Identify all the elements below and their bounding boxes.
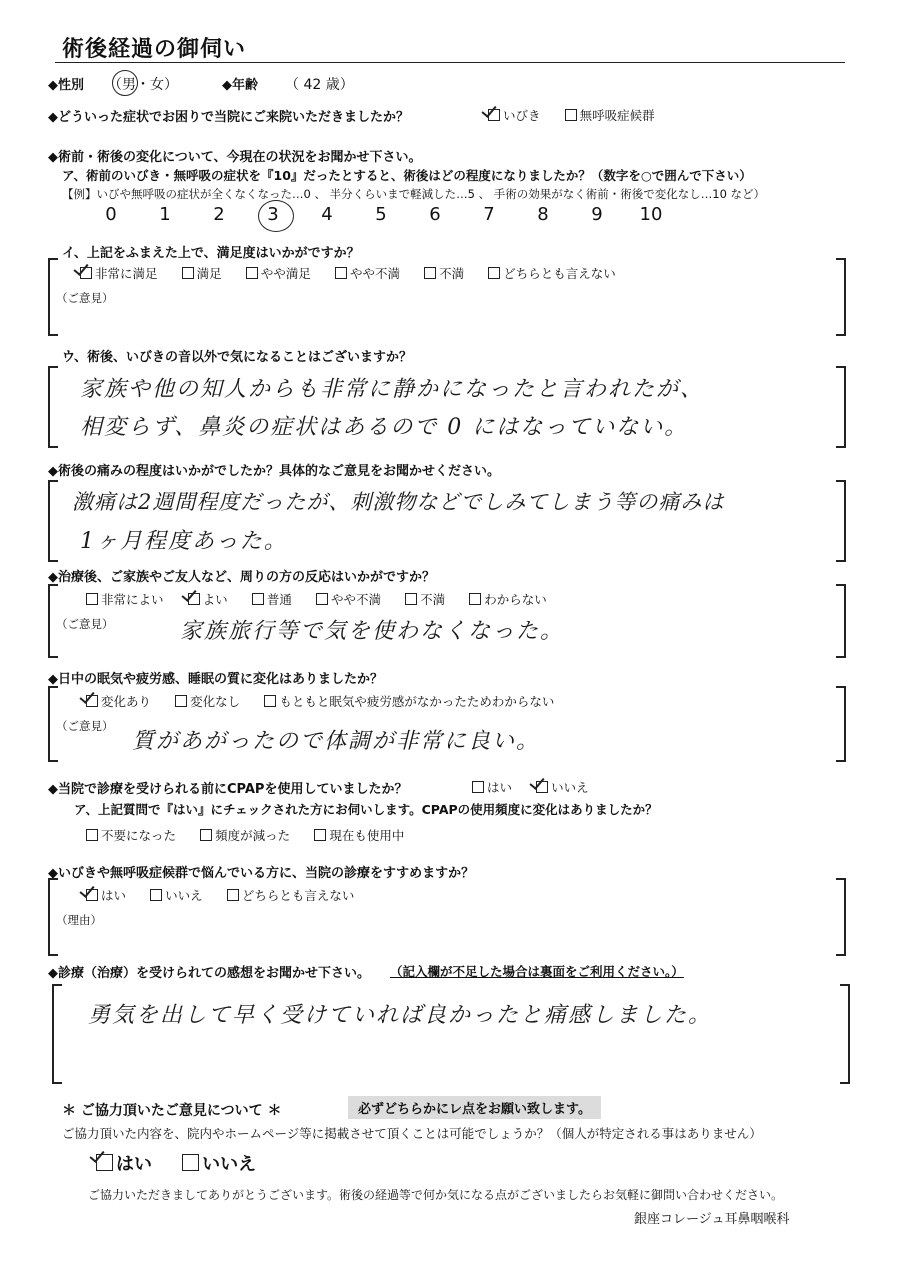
impression-bracket-right — [840, 984, 850, 1084]
scale-2[interactable]: 2 — [213, 204, 225, 225]
pain-answer-line1[interactable]: 激痛は2週間程度だったが、刺激物などでしみてしまう等の痛みは — [72, 490, 725, 514]
consent-question: ご協力頂いた内容を、院内やホームページ等に掲載させて頂くことは可能でしょうか？（個人が特定される事はありません） — [62, 1126, 762, 1141]
reaction-option-dissatisfied[interactable]: 不満 — [405, 590, 445, 608]
daytime-options — [86, 692, 574, 710]
daytime-answer[interactable]: 質があがったので体調が非常に良い。 — [132, 729, 541, 754]
reaction-option-very-good[interactable]: 非常によい — [86, 590, 164, 608]
checkbox-icon — [80, 267, 92, 279]
reaction-option-normal[interactable]: 普通 — [252, 590, 292, 608]
cpap-option-reduced[interactable]: 頻度が減った — [200, 826, 290, 844]
checkbox-icon — [182, 1154, 199, 1171]
checkbox-icon — [405, 593, 417, 605]
checkbox-icon — [182, 267, 194, 279]
scale-10[interactable]: 10 — [639, 204, 663, 225]
checkbox-icon — [150, 889, 162, 901]
daytime-option-unchanged[interactable]: 変化なし — [175, 692, 240, 710]
pain-bracket-left — [48, 480, 58, 562]
recommend-option-yes[interactable]: はい — [86, 886, 126, 904]
checkbox-icon — [86, 593, 98, 605]
consent-options — [96, 1150, 282, 1176]
scale-6[interactable]: 6 — [429, 204, 441, 225]
daytime-opinion-label: （ご意見） — [56, 719, 114, 733]
age-label: ◆年齢 — [222, 78, 258, 93]
checkbox-icon — [488, 109, 500, 121]
satisfaction-bracket-right — [836, 258, 846, 336]
cpap-frequency-options — [86, 826, 424, 844]
footer-clinic: 銀座コレージュ耳鼻咽喉科 — [634, 1212, 790, 1227]
symptom-snoring-checkbox[interactable]: いびき — [488, 106, 541, 124]
checkbox-icon — [469, 593, 481, 605]
checkbox-icon — [188, 593, 200, 605]
reaction-options — [86, 590, 567, 608]
checkbox-icon — [314, 829, 326, 841]
checkbox-icon — [536, 781, 548, 793]
satisfaction-option-dissatisfied[interactable]: 不満 — [424, 264, 464, 282]
cpap-sub-question: ア、上記質問で『はい』にチェックされた方にお伺いします。CPAPの使用頻度に変化はありましたか？ — [74, 802, 658, 817]
age-value[interactable]: （ 42 歳） — [285, 77, 354, 93]
cpap-option-yes[interactable]: はい — [472, 778, 512, 796]
checkbox-icon — [86, 889, 98, 901]
scale-7[interactable]: 7 — [483, 204, 495, 225]
checkbox-icon — [246, 267, 258, 279]
page-title: 術後経過の御伺い — [62, 37, 247, 62]
change-example: 【例】いびや無呼吸の症状が全くなくなった…0 、 半分くらいまで軽減した…5 、 手術の効果がなく術前・術後で変化なし…10 など） — [62, 187, 766, 201]
satisfaction-options — [80, 264, 636, 282]
checkbox-icon — [424, 267, 436, 279]
checkbox-icon — [472, 781, 484, 793]
other-concerns-answer-line2[interactable]: 相変らず、鼻炎の症状はあるので 0 にはなっていない。 — [80, 415, 689, 440]
impression-bracket-left — [52, 984, 62, 1084]
cpap-options — [472, 778, 609, 796]
change-question: ◆術前・術後の変化について、今現在の状況をお聞かせ下さい。 — [48, 150, 422, 165]
consent-heading: ＊ ご協力頂いたご意見について ＊ — [62, 1103, 282, 1119]
daytime-question: ◆日中の眠気や疲労感、睡眠の質に変化はありましたか？ — [48, 672, 383, 687]
other-concerns-answer-line1[interactable]: 家族や他の知人からも非常に静かになったと言われたが、 — [80, 377, 705, 402]
daytime-bracket-right — [836, 686, 846, 762]
checkbox-icon — [96, 1154, 113, 1171]
reaction-answer[interactable]: 家族旅行等で気を使わなくなった。 — [180, 619, 565, 644]
reaction-option-good[interactable]: よい — [188, 590, 228, 608]
checkbox-icon — [335, 267, 347, 279]
pain-bracket-right — [836, 480, 846, 562]
satisfaction-option-satisfied[interactable]: 満足 — [182, 264, 222, 282]
scale-8[interactable]: 8 — [537, 204, 549, 225]
sex-male-circle — [112, 70, 138, 96]
pain-answer-line2[interactable]: 1ヶ月程度あった。 — [80, 529, 288, 554]
consent-option-yes[interactable]: はい — [96, 1150, 152, 1176]
impression-question: ◆診療（治療）を受けられての感想をお聞かせ下さい。 — [48, 966, 370, 981]
cpap-option-unnecessary[interactable]: 不要になった — [86, 826, 176, 844]
satisfaction-option-neither[interactable]: どちらとも言えない — [488, 264, 616, 282]
scale-5[interactable]: 5 — [375, 204, 387, 225]
daytime-option-changed[interactable]: 変化あり — [86, 692, 151, 710]
checkbox-icon — [175, 695, 187, 707]
scale-4[interactable]: 4 — [321, 204, 333, 225]
consent-option-no[interactable]: いいえ — [182, 1150, 256, 1176]
consent-badge: 必ずどちらかにレ点をお願い致します。 — [348, 1096, 601, 1119]
satisfaction-question: イ、上記をふまえた上で、満足度はいかがですか？ — [62, 246, 360, 261]
satisfaction-option-very-satisfied[interactable]: 非常に満足 — [80, 264, 158, 282]
title-divider — [55, 62, 845, 63]
change-scale — [84, 204, 678, 225]
scale-selected-circle — [258, 200, 294, 232]
symptom-question: ◆どういった症状でお困りで当院にご来院いただきましたか？ — [48, 110, 409, 125]
recommend-bracket-right — [836, 878, 846, 956]
other-concerns-question: ウ、術後、いびきの音以外で気になることはございますか？ — [62, 350, 412, 365]
recommend-option-no[interactable]: いいえ — [150, 886, 203, 904]
scale-1[interactable]: 1 — [159, 204, 171, 225]
recommend-options — [86, 886, 374, 904]
recommend-option-neither[interactable]: どちらとも言えない — [227, 886, 355, 904]
cpap-option-no[interactable]: いいえ — [536, 778, 589, 796]
checkbox-icon — [200, 829, 212, 841]
recommend-reason-label: （理由） — [56, 913, 102, 927]
sex-label: ◆性別 — [48, 78, 84, 93]
checkbox-icon — [86, 829, 98, 841]
other-bracket-right — [836, 366, 846, 448]
reaction-bracket-right — [836, 584, 846, 658]
satisfaction-option-somewhat-satisfied[interactable]: やや満足 — [246, 264, 311, 282]
reaction-opinion-label: （ご意見） — [56, 617, 114, 631]
checkbox-icon — [252, 593, 264, 605]
checkbox-icon — [565, 109, 577, 121]
other-bracket-left — [48, 366, 58, 448]
reaction-option-unknown[interactable]: わからない — [469, 590, 547, 608]
recommend-question: ◆いびきや無呼吸症候群で悩んでいる方に、当院の診療をすすめますか？ — [48, 866, 475, 881]
checkbox-icon — [316, 593, 328, 605]
checkbox-icon — [227, 889, 239, 901]
satisfaction-option-somewhat-dissatisfied[interactable]: やや不満 — [335, 264, 400, 282]
impression-answer[interactable]: 勇気を出して早く受けていれば良かったと痛感しました。 — [88, 1003, 713, 1028]
cpap-option-still-using[interactable]: 現在も使用中 — [314, 826, 404, 844]
sex-value[interactable]: （男・女） — [108, 77, 178, 93]
checkbox-icon — [488, 267, 500, 279]
satisfaction-opinion-label: （ご意見） — [56, 291, 114, 305]
daytime-option-unknown[interactable]: もともと眠気や疲労感がなかったためわからない — [264, 692, 554, 710]
scale-0[interactable]: 0 — [105, 204, 117, 225]
scale-3[interactable]: 3 — [267, 204, 279, 225]
pain-question: ◆術後の痛みの程度はいかがでしたか？具体的なご意見をお聞かせください。 — [48, 464, 500, 479]
symptom-apnea-checkbox[interactable]: 無呼吸症候群 — [565, 106, 655, 124]
impression-note: （記入欄が不足した場合は裏面をご利用ください。） — [390, 964, 684, 979]
checkbox-icon — [264, 695, 276, 707]
reaction-question: ◆治療後、ご家族やご友人など、周りの方の反応はいかがですか？ — [48, 570, 435, 585]
scale-9[interactable]: 9 — [591, 204, 603, 225]
reaction-option-somewhat-dissatisfied[interactable]: やや不満 — [316, 590, 381, 608]
change-sub-question: ア、術前のいびき・無呼吸の症状を『10』だったとすると、術後はどの程度になりましたか？（数字を○で囲んで下さい） — [62, 168, 752, 183]
symptom-options — [488, 106, 675, 124]
cpap-question: ◆当院で診療を受けられる前にCPAPを使用していましたか？ — [48, 782, 408, 797]
footer-thanks: ご協力いただきましてありがとうございます。術後の経過等で何か気になる点がございましたらお気軽に御問い合わせください。 — [88, 1188, 784, 1202]
checkbox-icon — [86, 695, 98, 707]
